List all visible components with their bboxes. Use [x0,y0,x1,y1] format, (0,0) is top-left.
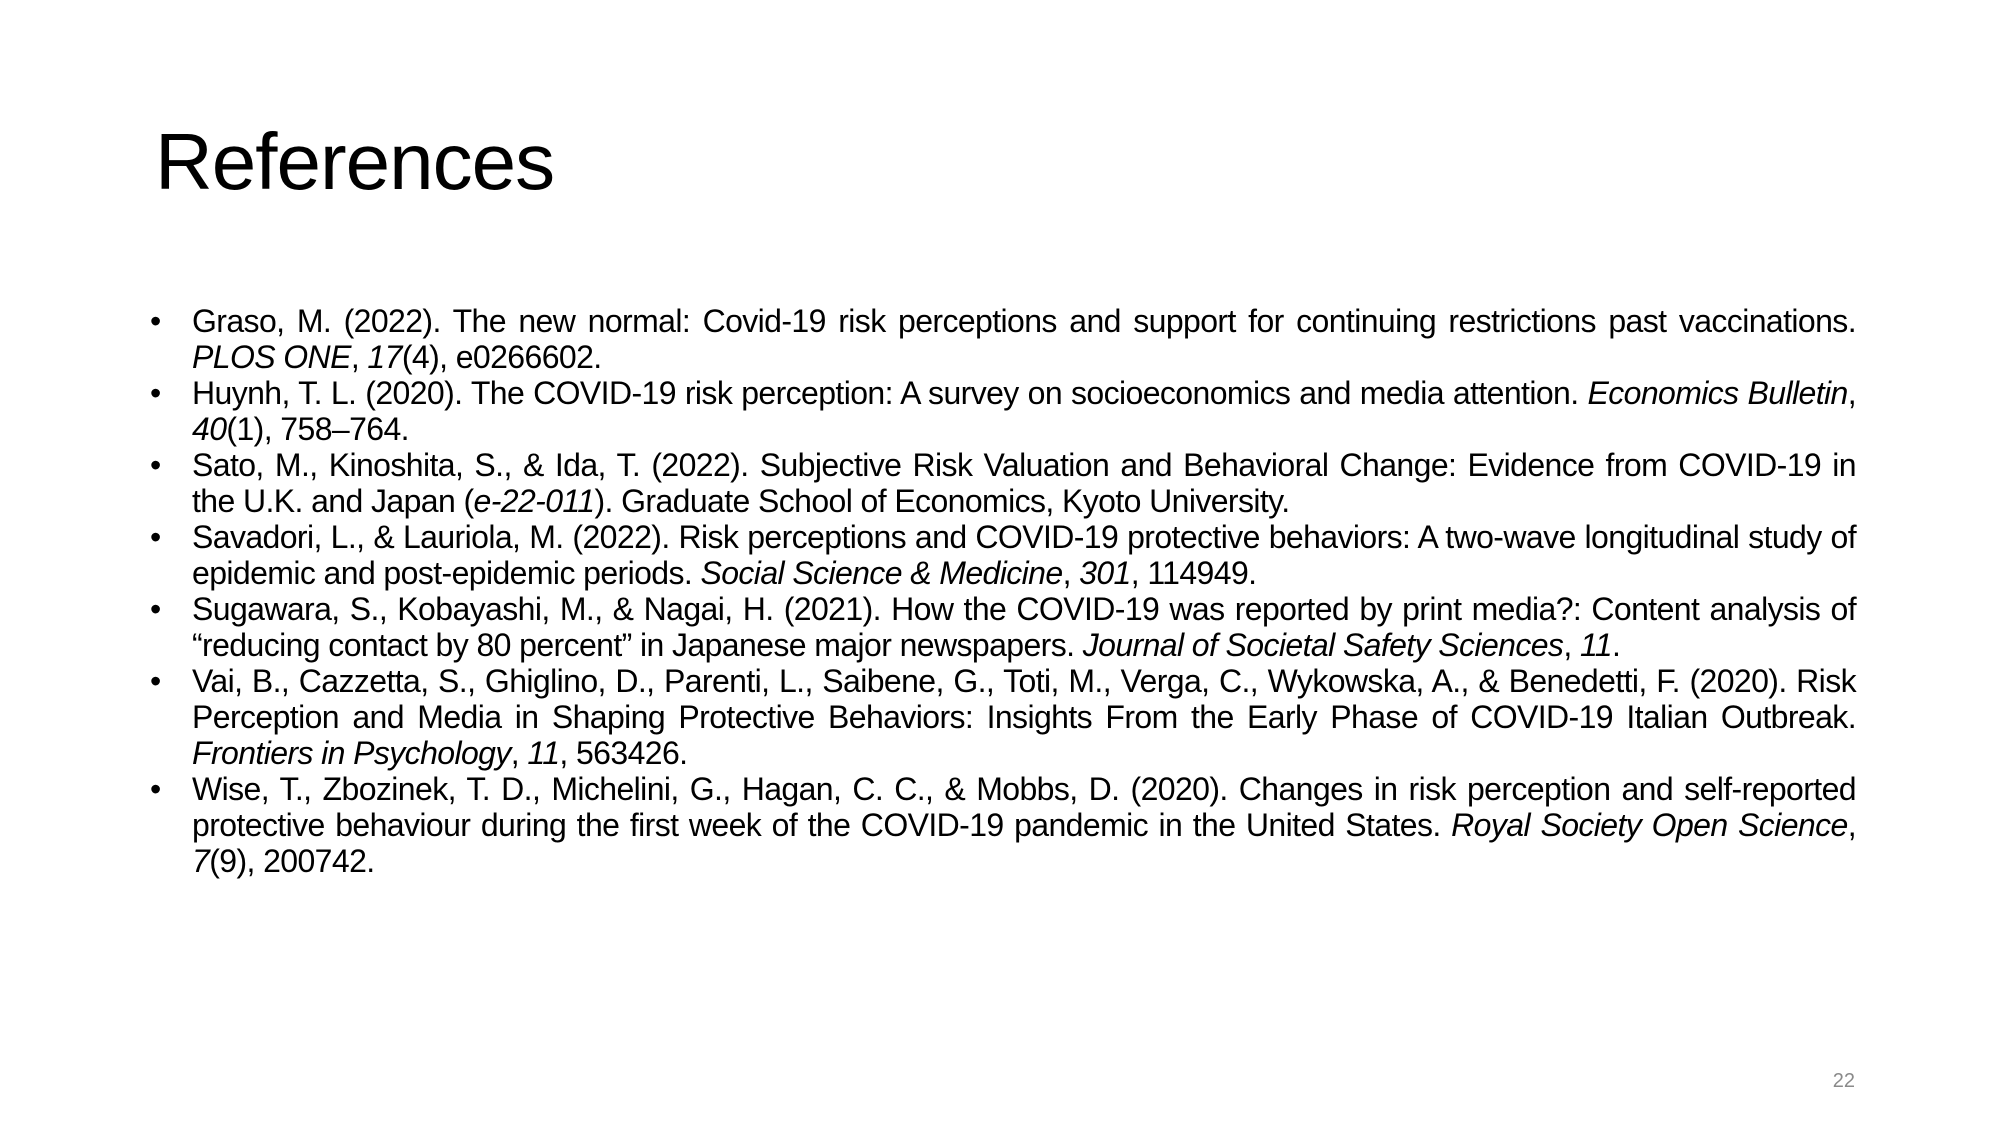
reference-italic-segment: e-22-011 [473,483,595,519]
reference-segment: , 114949. [1130,555,1257,591]
reference-segment: , 563426. [559,735,688,771]
bullet-icon: • [150,375,161,411]
reference-italic-segment: Journal of Societal Safety Sciences [1082,627,1564,663]
reference-list [150,303,1856,879]
reference-italic-segment: Frontiers in Psychology [192,735,511,771]
reference-segment: Vai, B., Cazzetta, S., Ghiglino, D., Parenti, L., Saibene, G., Toti, M., Verga, C., Wykowska, A., & Benedetti, F. (2020). Risk Perception and Media in Shaping Protective Behaviors: Insights From the Early Phase of COVID-19 Italian Outbreak. [192,663,1856,735]
bullet-icon: • [150,591,161,627]
reference-italic-segment: Royal Society Open Science [1451,807,1848,843]
bullet-icon: • [150,771,161,807]
reference-segment: , [1563,627,1580,663]
reference-segment: , [510,735,528,771]
reference-italic-segment: PLOS ONE [192,339,351,375]
reference-text [192,663,1856,771]
reference-segment: , [1062,555,1080,591]
reference-italic-segment: 7 [192,843,210,879]
reference-item [150,771,1856,879]
reference-italic-segment: 11 [1579,627,1612,663]
reference-text [192,375,1856,447]
reference-text [192,519,1856,591]
reference-segment: . [1611,627,1621,663]
reference-segment: Sato, M., Kinoshita, S., & Ida, T. (2022). Subjective Risk Valuation and Behavioral Change: Evidence from COVID-19 in the U.K. and Japan ( [192,447,1856,519]
reference-italic-segment: 301 [1079,555,1131,591]
bullet-icon: • [150,447,161,483]
bullet-icon: • [150,303,161,339]
reference-italic-segment: Economics Bulletin [1587,375,1848,411]
reference-segment: Sugawara, S., Kobayashi, M., & Nagai, H. (2021). How the COVID-19 was reported by print media?: Content analysis of “reducing contact by 80 percent” in Japanese major newspapers. [192,591,1856,663]
reference-text [192,447,1856,519]
reference-segment: , [1847,807,1856,843]
reference-segment: (1), 758–764. [226,411,409,447]
reference-item [150,375,1856,447]
page-number: 22 [1832,1070,1855,1092]
reference-segment: , [350,339,368,375]
reference-item [150,591,1856,663]
reference-text [192,591,1856,663]
reference-segment: (9), 200742. [209,843,375,879]
bullet-icon: • [150,519,161,555]
reference-segment: , [1847,375,1856,411]
reference-item [150,663,1856,771]
reference-item [150,519,1856,591]
reference-text [192,303,1856,375]
reference-segment: Graso, M. (2022). The new normal: Covid-19 risk perceptions and support for continuing restrictions past vaccinations. [192,303,1856,339]
reference-italic-segment: Social Science & Medicine [700,555,1063,591]
reference-segment: Huynh, T. L. (2020). The COVID-19 risk perception: A survey on socioeconomics and media attention. [192,375,1588,411]
reference-segment: Wise, T., Zbozinek, T. D., Michelini, G., Hagan, C. C., & Mobbs, D. (2020). Changes in risk perception and self-reported protective behaviour during the first week of the COVID-19 pandemic in the United States. [192,771,1856,843]
reference-italic-segment: 17 [367,339,402,375]
reference-text [192,771,1856,879]
slide-title: References [155,117,555,206]
reference-segment: Savadori, L., & Lauriola, M. (2022). Risk perceptions and COVID-19 protective behaviors: A two-wave longitudinal study of epidemic and post-epidemic periods. [192,519,1856,591]
reference-italic-segment: 40 [192,411,227,447]
reference-item [150,303,1856,375]
reference-segment: (4), e0266602. [401,339,602,375]
bullet-icon: • [150,663,161,699]
reference-item [150,447,1856,519]
reference-segment: ). Graduate School of Economics, Kyoto University. [594,483,1290,519]
reference-italic-segment: 11 [527,735,560,771]
